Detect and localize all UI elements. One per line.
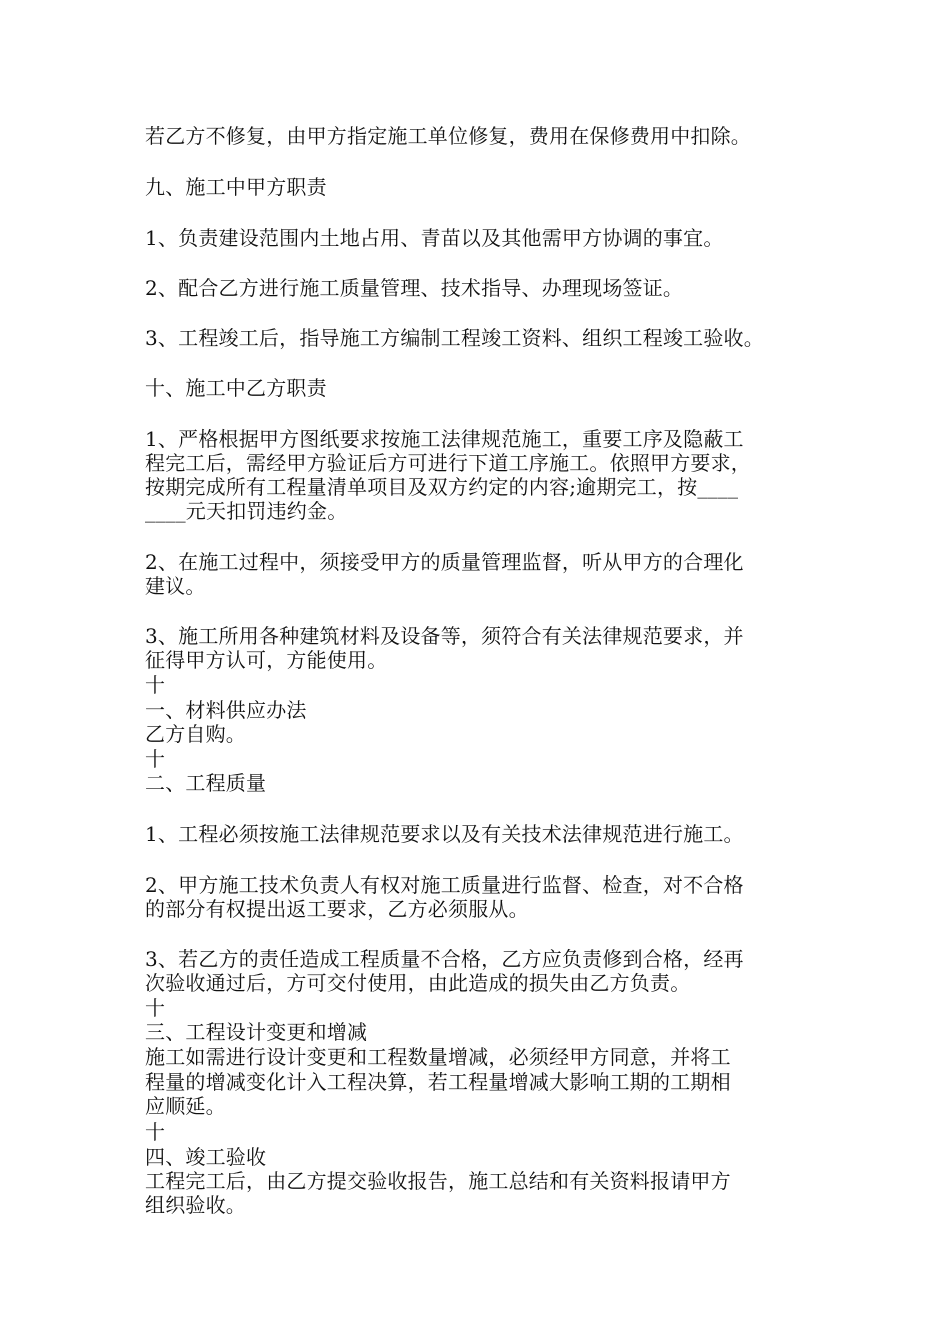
paragraph-line: 工程完工后，由乙方提交验收报告，施工总结和有关资料报请甲方 [145, 1169, 731, 1193]
paragraph-line: 1、工程必须按施工法律规范要求以及有关技术法律规范进行施工。 [145, 822, 744, 846]
paragraph-line: 程完工后，需经甲方验证后方可进行下道工序施工。依照甲方要求， [145, 451, 751, 475]
section-number: 十 [145, 996, 166, 1020]
paragraph-line: 2、在施工过程中，须接受甲方的质量管理监督，听从甲方的合理化 [145, 550, 744, 574]
paragraph-line: 2、甲方施工技术负责人有权对施工质量进行监督、检查，对不合格 [145, 873, 744, 897]
section-number: 十 [145, 747, 166, 771]
paragraph-line: 应顺延。 [145, 1094, 226, 1118]
section-heading: 九、施工中甲方职责 [145, 175, 327, 199]
paragraph-line: 3、工程竣工后，指导施工方编制工程竣工资料、组织工程竣工验收。 [145, 326, 764, 350]
section-heading: 四、竣工验收 [145, 1145, 267, 1169]
section-heading: 三、工程设计变更和增减 [145, 1020, 368, 1044]
paragraph-line: 建议。 [145, 574, 206, 598]
paragraph-line: 1、严格根据甲方图纸要求按施工法律规范施工，重要工序及隐蔽工 [145, 427, 744, 451]
paragraph-line: 按期完成所有工程量清单项目及双方约定的内容;逾期完工，按____ [145, 475, 739, 499]
paragraph-line: 的部分有权提出返工要求，乙方必须服从。 [145, 897, 529, 921]
paragraph-line: 乙方自购。 [145, 722, 246, 746]
paragraph-line: 施工如需进行设计变更和工程数量增减，必须经甲方同意，并将工 [145, 1045, 731, 1069]
paragraph-line: 次验收通过后，方可交付使用，由此造成的损失由乙方负责。 [145, 971, 691, 995]
paragraph-line: 若乙方不修复，由甲方指定施工单位修复，费用在保修费用中扣除。 [145, 124, 751, 148]
paragraph-line: 1、负责建设范围内土地占用、青苗以及其他需甲方协调的事宜。 [145, 226, 724, 250]
paragraph-line: 2、配合乙方进行施工质量管理、技术指导、办理现场签证。 [145, 276, 684, 300]
section-number: 十 [145, 673, 166, 697]
paragraph-line: 3、若乙方的责任造成工程质量不合格，乙方应负责修到合格，经再 [145, 947, 744, 971]
paragraph-line: 征得甲方认可，方能使用。 [145, 648, 388, 672]
section-heading: 十、施工中乙方职责 [145, 376, 327, 400]
section-number: 十 [145, 1120, 166, 1144]
section-heading: 一、材料供应办法 [145, 698, 307, 722]
paragraph-line: 程量的增减变化计入工程决算，若工程量增减大影响工期的工期相 [145, 1070, 731, 1094]
paragraph-line: 组织验收。 [145, 1193, 246, 1217]
paragraph-line: 3、施工所用各种建筑材料及设备等，须符合有关法律规范要求，并 [145, 624, 744, 648]
paragraph-line: ____元天扣罚违约金。 [145, 499, 348, 523]
section-heading: 二、工程质量 [145, 771, 267, 795]
